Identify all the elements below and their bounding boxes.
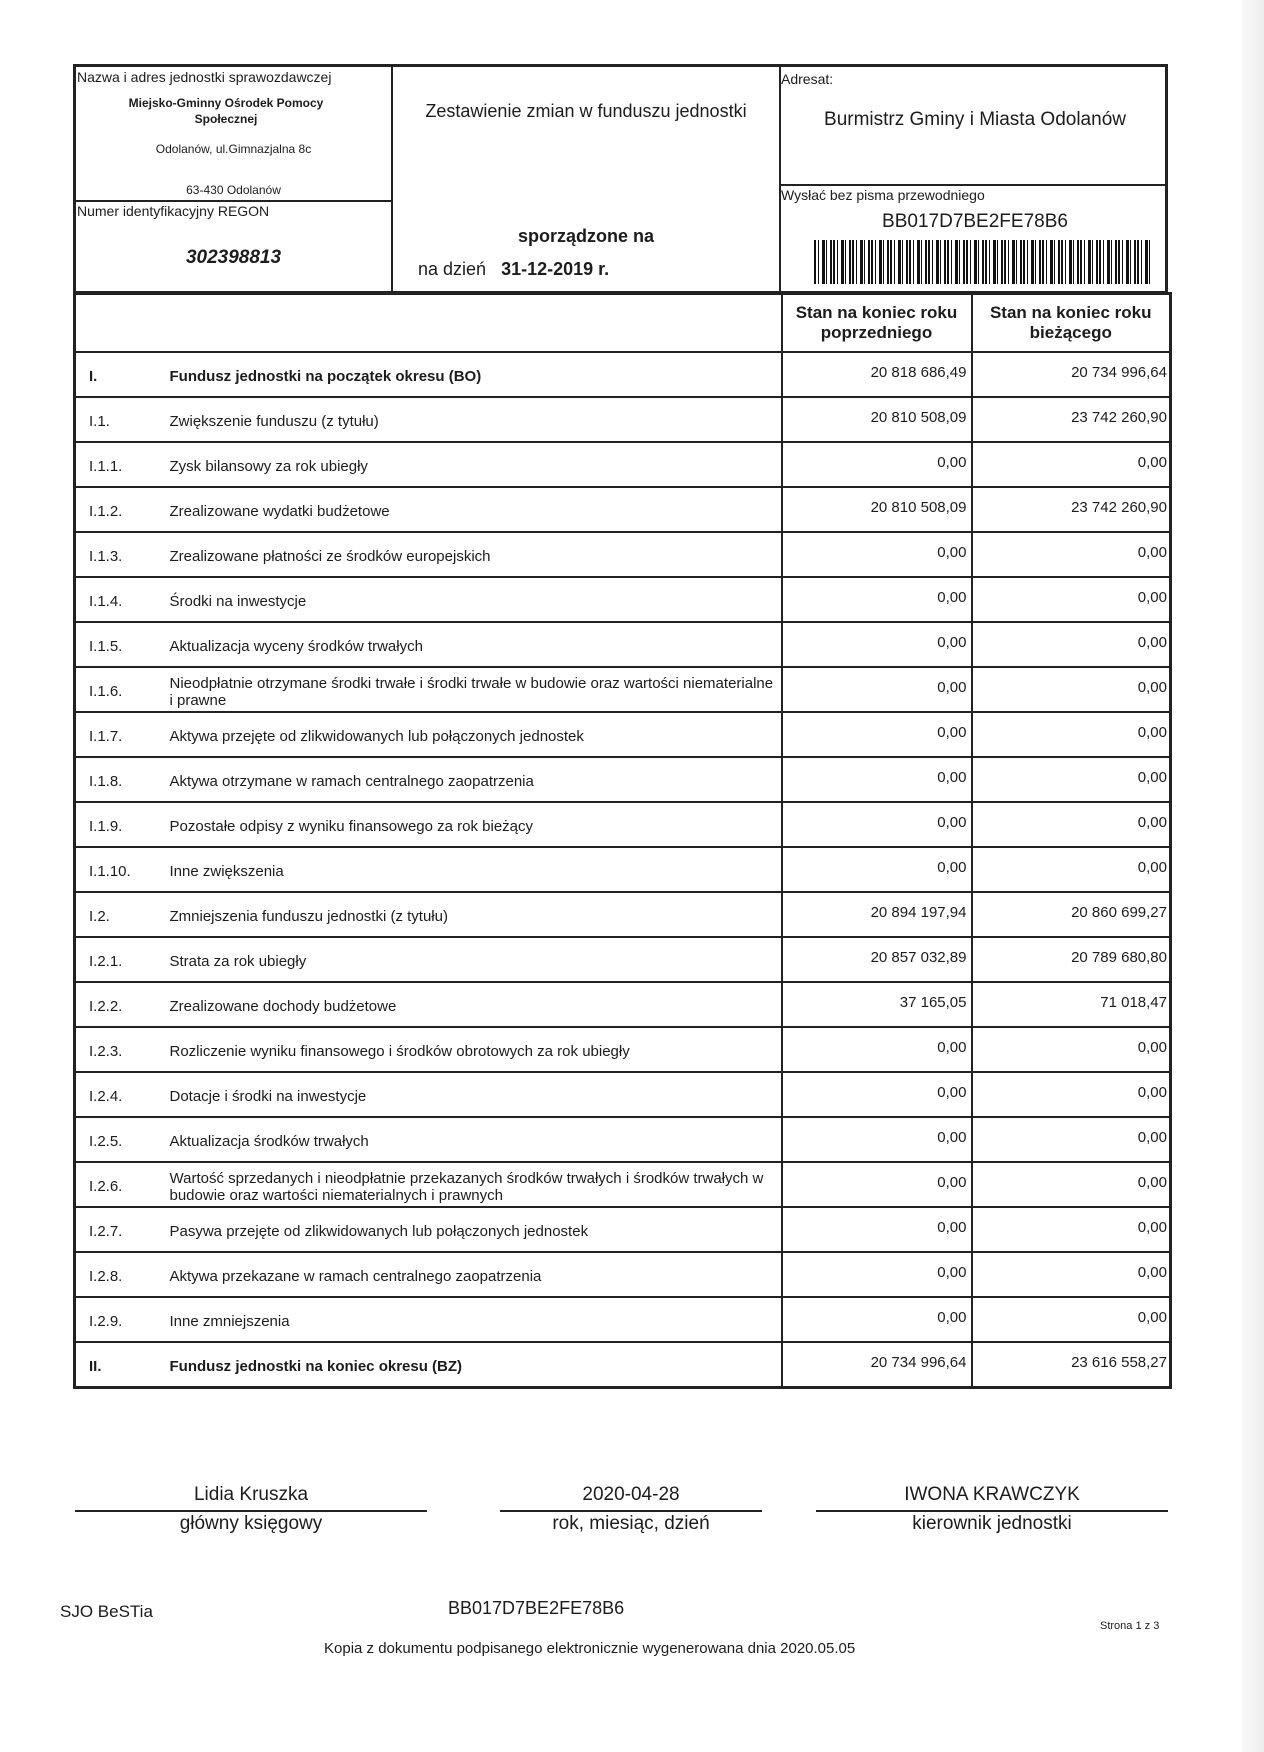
table-row bbox=[75, 577, 1171, 622]
column-header-previous-year: Stan na koniec roku poprzedniego bbox=[782, 294, 972, 353]
row-label: Zmniejszenia funduszu jednostki (z tytułu) bbox=[170, 892, 782, 937]
regon-label: Numer identyfikacyjny REGON bbox=[77, 203, 270, 219]
row-label: Inne zwiększenia bbox=[170, 847, 782, 892]
row-value-previous: 0,00 bbox=[782, 1207, 972, 1252]
row-label: Inne zmniejszenia bbox=[170, 1297, 782, 1342]
unit-address-city: 63-430 Odolanów bbox=[186, 183, 281, 197]
footer-document-code: BB017D7BE2FE78B6 bbox=[448, 1598, 625, 1618]
row-label: Pasywa przejęte od zlikwidowanych lub połączonych jednostek bbox=[170, 1207, 782, 1252]
row-number: I.1.7. bbox=[75, 712, 170, 757]
table-row bbox=[75, 982, 1171, 1027]
row-value-current: 0,00 bbox=[972, 1117, 1171, 1162]
row-label: Aktywa przejęte od zlikwidowanych lub połączonych jednostek bbox=[170, 712, 782, 757]
row-number: I.2.1. bbox=[75, 937, 170, 982]
row-value-previous: 20 894 197,94 bbox=[782, 892, 972, 937]
row-number: I.2. bbox=[75, 892, 170, 937]
table-row bbox=[75, 1252, 1171, 1297]
row-label: Nieodpłatnie otrzymane środki trwałe i środki trwałe w budowie oraz wartości niematerialne i prawne bbox=[170, 667, 782, 712]
table-row bbox=[75, 397, 1171, 442]
table-row bbox=[75, 1072, 1171, 1117]
row-value-current: 0,00 bbox=[972, 532, 1171, 577]
row-value-current: 0,00 bbox=[972, 442, 1171, 487]
row-value-current: 0,00 bbox=[972, 1162, 1171, 1207]
row-number: I.1.3. bbox=[75, 532, 170, 577]
row-label: Zysk bilansowy za rok ubiegły bbox=[170, 442, 782, 487]
row-number: I.2.3. bbox=[75, 1027, 170, 1072]
table-row bbox=[75, 1162, 1171, 1207]
row-value-previous: 20 810 508,09 bbox=[782, 397, 972, 442]
regon-value: 302398813 bbox=[185, 247, 282, 268]
accountant-role: główny księgowy bbox=[179, 1513, 323, 1534]
table-row bbox=[75, 1117, 1171, 1162]
row-number: I.2.4. bbox=[75, 1072, 170, 1117]
table-row bbox=[75, 667, 1171, 712]
row-value-previous: 0,00 bbox=[782, 712, 972, 757]
row-label: Środki na inwestycje bbox=[170, 577, 782, 622]
row-number: I.1.4. bbox=[75, 577, 170, 622]
prepared-on-label: sporządzone na bbox=[517, 226, 655, 246]
send-instruction: Wysłać bez pisma przewodniego bbox=[781, 187, 985, 203]
row-value-previous: 0,00 bbox=[782, 802, 972, 847]
addressee-label: Adresat: bbox=[781, 71, 834, 87]
date-prefix: na dzień bbox=[418, 259, 487, 279]
row-number: I.1.1. bbox=[75, 442, 170, 487]
row-value-current: 23 742 260,90 bbox=[972, 397, 1171, 442]
row-label: Zrealizowane dochody budżetowe bbox=[170, 982, 782, 1027]
header-divider bbox=[391, 67, 393, 291]
row-value-current: 0,00 bbox=[972, 1027, 1171, 1072]
document-code: BB017D7BE2FE78B6 bbox=[882, 211, 1068, 232]
scan-edge bbox=[1242, 0, 1264, 1752]
row-value-previous: 0,00 bbox=[782, 1072, 972, 1117]
row-number: I.1.5. bbox=[75, 622, 170, 667]
row-value-previous: 0,00 bbox=[782, 847, 972, 892]
signature-line bbox=[75, 1510, 427, 1512]
date-caption: rok, miesiąc, dzień bbox=[552, 1513, 710, 1534]
table-row bbox=[75, 892, 1171, 937]
unit-name: Miejsko-Gminny Ośrodek Pomocy Społecznej bbox=[128, 96, 324, 126]
row-label: Aktywa przekazane w ramach centralnego zaopatrzenia bbox=[170, 1252, 782, 1297]
signature-line bbox=[500, 1510, 762, 1512]
row-value-previous: 0,00 bbox=[782, 442, 972, 487]
table-row bbox=[75, 847, 1171, 892]
table-row bbox=[75, 442, 1171, 487]
table-row bbox=[75, 937, 1171, 982]
row-label: Aktualizacja środków trwałych bbox=[170, 1117, 782, 1162]
row-label: Rozliczenie wyniku finansowego i środków obrotowych za rok ubiegły bbox=[170, 1027, 782, 1072]
row-value-current: 0,00 bbox=[972, 1207, 1171, 1252]
row-value-previous: 0,00 bbox=[782, 577, 972, 622]
row-value-previous: 0,00 bbox=[782, 1117, 972, 1162]
row-value-current: 0,00 bbox=[972, 712, 1171, 757]
row-label: Fundusz jednostki na koniec okresu (BZ) bbox=[170, 1342, 782, 1387]
document-title: Zestawienie zmian w funduszu jednostki bbox=[425, 101, 747, 121]
row-number: I. bbox=[75, 352, 170, 397]
row-value-current: 20 734 996,64 bbox=[972, 352, 1171, 397]
row-value-previous: 20 734 996,64 bbox=[782, 1342, 972, 1387]
row-label: Fundusz jednostki na początek okresu (BO) bbox=[170, 352, 782, 397]
row-label: Wartość sprzedanych i nieodpłatnie przekazanych środków trwałych i środków trwałych w budowie oraz wartości niematerialnych i prawnych bbox=[170, 1162, 782, 1207]
table-header-row bbox=[75, 294, 1171, 353]
row-number: I.1.8. bbox=[75, 757, 170, 802]
row-number: I.1.2. bbox=[75, 487, 170, 532]
date-value: 31-12-2019 r. bbox=[501, 259, 610, 279]
row-value-previous: 0,00 bbox=[782, 667, 972, 712]
row-value-previous: 0,00 bbox=[782, 1162, 972, 1207]
row-value-previous: 37 165,05 bbox=[782, 982, 972, 1027]
row-value-current: 0,00 bbox=[972, 847, 1171, 892]
row-value-current: 0,00 bbox=[972, 1297, 1171, 1342]
row-label: Pozostałe odpisy z wyniku finansowego za rok bieżący bbox=[170, 802, 782, 847]
report-date bbox=[418, 259, 609, 280]
table-row bbox=[75, 487, 1171, 532]
row-value-previous: 0,00 bbox=[782, 757, 972, 802]
row-number: I.1.6. bbox=[75, 667, 170, 712]
header-divider bbox=[779, 184, 1168, 186]
row-number: I.2.6. bbox=[75, 1162, 170, 1207]
row-value-current: 0,00 bbox=[972, 757, 1171, 802]
signature-line bbox=[816, 1510, 1168, 1512]
row-number: I.1.10. bbox=[75, 847, 170, 892]
signature-date: 2020-04-28 bbox=[582, 1484, 680, 1505]
row-label: Zrealizowane płatności ze środków europejskich bbox=[170, 532, 782, 577]
manager-role: kierownik jednostki bbox=[912, 1513, 1072, 1534]
accountant-name: Lidia Kruszka bbox=[193, 1484, 309, 1505]
row-value-current: 20 789 680,80 bbox=[972, 937, 1171, 982]
addressee-name: Burmistrz Gminy i Miasta Odolanów bbox=[824, 109, 1126, 130]
table-row bbox=[75, 352, 1171, 397]
row-value-previous: 20 810 508,09 bbox=[782, 487, 972, 532]
unit-address-street: Odolanów, ul.Gimnazjalna 8c bbox=[155, 142, 312, 156]
row-label: Zwiększenie funduszu (z tytułu) bbox=[170, 397, 782, 442]
row-number: I.2.5. bbox=[75, 1117, 170, 1162]
row-value-previous: 0,00 bbox=[782, 622, 972, 667]
electronic-copy-note: Kopia z dokumentu podpisanego elektronicznie wygenerowana dnia 2020.05.05 bbox=[324, 1640, 856, 1657]
table-row bbox=[75, 712, 1171, 757]
row-label: Dotacje i środki na inwestycje bbox=[170, 1072, 782, 1117]
row-value-current: 23 616 558,27 bbox=[972, 1342, 1171, 1387]
table-row bbox=[75, 1207, 1171, 1252]
row-number: I.2.9. bbox=[75, 1297, 170, 1342]
row-value-previous: 0,00 bbox=[782, 532, 972, 577]
table-row bbox=[75, 757, 1171, 802]
header-divider bbox=[779, 67, 781, 291]
table-row bbox=[75, 1342, 1171, 1387]
table-row bbox=[75, 622, 1171, 667]
row-value-current: 0,00 bbox=[972, 577, 1171, 622]
row-value-previous: 0,00 bbox=[782, 1027, 972, 1072]
row-value-current: 0,00 bbox=[972, 667, 1171, 712]
column-header-current-year: Stan na koniec roku bieżącego bbox=[972, 294, 1171, 353]
row-number: I.1. bbox=[75, 397, 170, 442]
row-number: I.2.8. bbox=[75, 1252, 170, 1297]
row-value-current: 0,00 bbox=[972, 622, 1171, 667]
unit-label: Nazwa i adres jednostki sprawozdawczej bbox=[77, 69, 332, 85]
row-value-previous: 0,00 bbox=[782, 1297, 972, 1342]
table-row bbox=[75, 802, 1171, 847]
page-number: Strona 1 z 3 bbox=[1100, 1620, 1160, 1632]
barcode-image bbox=[814, 240, 1150, 284]
table-row bbox=[75, 1027, 1171, 1072]
table-header-blank bbox=[75, 294, 782, 353]
row-label: Strata za rok ubiegły bbox=[170, 937, 782, 982]
row-value-previous: 20 818 686,49 bbox=[782, 352, 972, 397]
system-name: SJO BeSTia bbox=[60, 1602, 153, 1621]
row-value-current: 0,00 bbox=[972, 802, 1171, 847]
row-value-current: 23 742 260,90 bbox=[972, 487, 1171, 532]
manager-name: IWONA KRAWCZYK bbox=[904, 1484, 1080, 1505]
row-label: Zrealizowane wydatki budżetowe bbox=[170, 487, 782, 532]
header-divider bbox=[76, 200, 391, 202]
row-value-current: 0,00 bbox=[972, 1252, 1171, 1297]
row-number: I.1.9. bbox=[75, 802, 170, 847]
table-row bbox=[75, 532, 1171, 577]
row-number: I.2.2. bbox=[75, 982, 170, 1027]
row-value-current: 71 018,47 bbox=[972, 982, 1171, 1027]
row-number: II. bbox=[75, 1342, 170, 1387]
row-value-previous: 20 857 032,89 bbox=[782, 937, 972, 982]
row-number: I.2.7. bbox=[75, 1207, 170, 1252]
fund-changes-table bbox=[73, 292, 1172, 1389]
row-value-previous: 0,00 bbox=[782, 1252, 972, 1297]
row-label: Aktualizacja wyceny środków trwałych bbox=[170, 622, 782, 667]
row-label: Aktywa otrzymane w ramach centralnego zaopatrzenia bbox=[170, 757, 782, 802]
table-row bbox=[75, 1297, 1171, 1342]
row-value-current: 20 860 699,27 bbox=[972, 892, 1171, 937]
row-value-current: 0,00 bbox=[972, 1072, 1171, 1117]
